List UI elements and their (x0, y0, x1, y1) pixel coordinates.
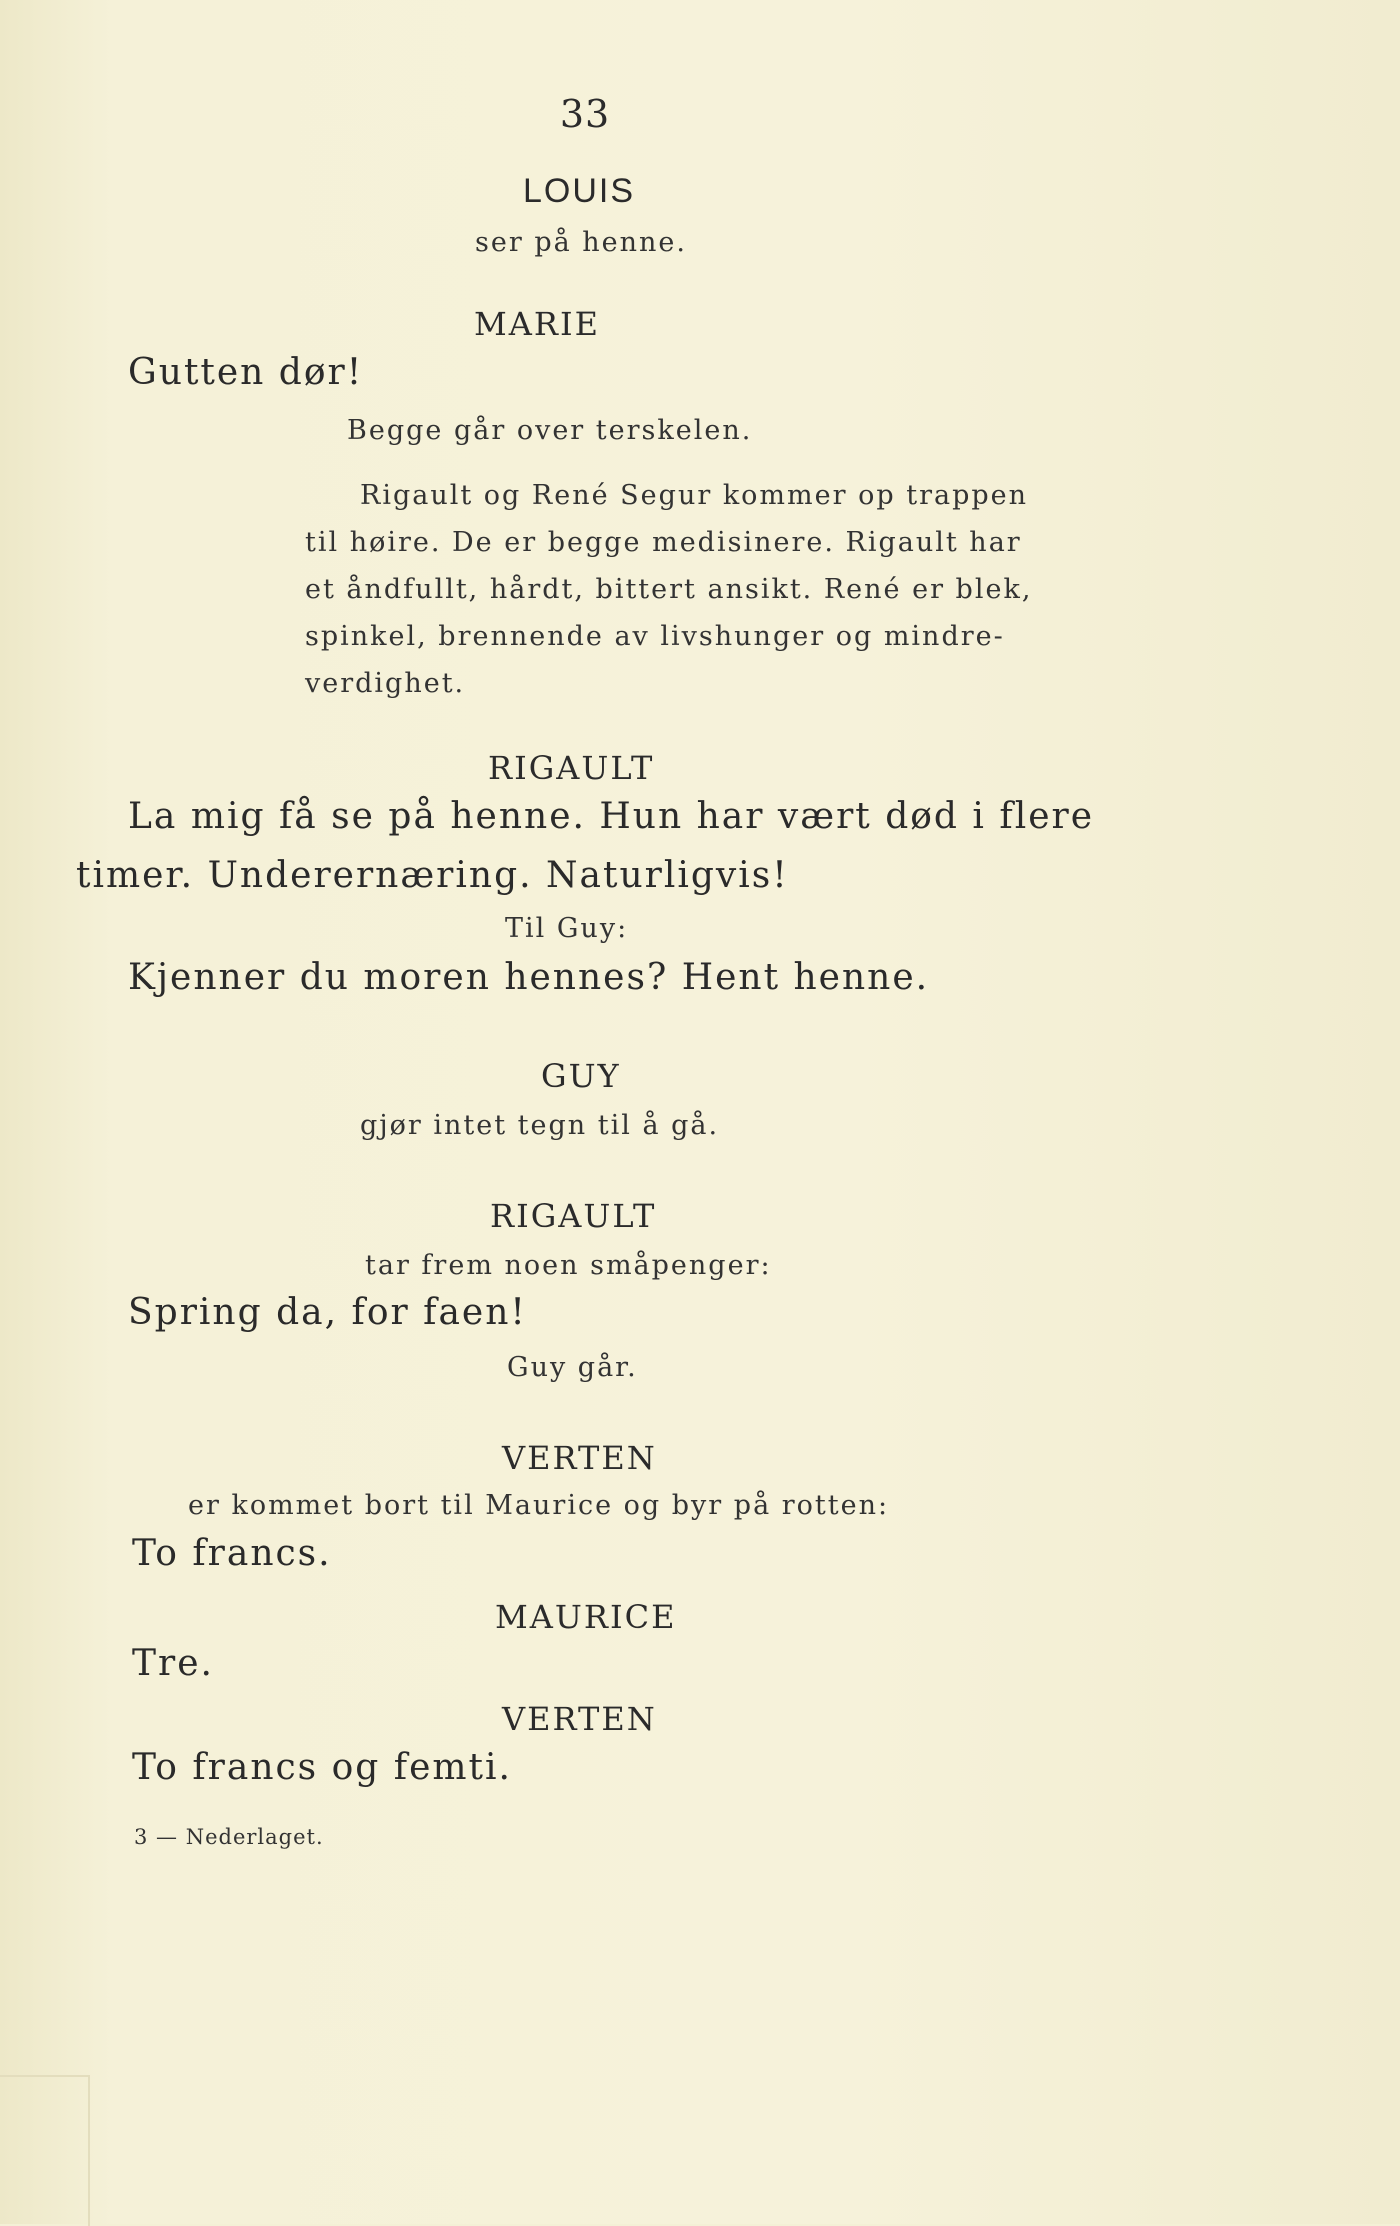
stage-direction-guy: gjør intet tegn til å gå. (360, 1110, 720, 1141)
speech-marie: Gutten dør! (128, 352, 364, 393)
speech-rigault-line-1: La mig få se på henne. Hun har vært død i flere (128, 796, 1095, 837)
speaker-verten-2: VERTEN (502, 1700, 657, 1738)
speaker-louis: LOUIS (523, 172, 636, 210)
stage-direction-guy-leaves: Guy går. (507, 1352, 638, 1383)
stage-intro-line-5: verdighet. (305, 668, 466, 699)
speech-rigault-line-2: timer. Underernæring. Naturligvis! (76, 855, 789, 896)
stage-intro-line-4: spinkel, brennende av livshunger og mindre- (305, 621, 1005, 652)
page-footer: 3 — Nederlaget. (134, 1825, 324, 1849)
stage-intro-line-3: et åndfullt, hårdt, bittert ansikt. René er blek, (305, 574, 1033, 605)
stage-intro-line-2: til høire. De er begge medisinere. Rigault har (305, 527, 1022, 558)
stage-direction-rigault: Til Guy: (505, 913, 629, 944)
speaker-maurice: MAURICE (495, 1598, 677, 1636)
speech-rigault-line-3: Kjenner du moren hennes? Hent henne. (128, 957, 930, 998)
stage-direction-louis: ser på henne. (475, 227, 687, 258)
speaker-rigault-2: RIGAULT (490, 1197, 657, 1235)
stage-intro-line-1: Rigault og René Segur kommer op trappen (360, 480, 1029, 511)
stage-direction-verten: er kommet bort til Maurice og byr på rotten: (188, 1490, 890, 1521)
speaker-rigault: RIGAULT (488, 749, 655, 787)
page-number: 33 (559, 92, 611, 136)
margin-mark (0, 2075, 90, 2226)
stage-direction-rigault-2: tar frem noen småpenger: (365, 1250, 772, 1281)
speech-verten: To francs. (132, 1533, 332, 1574)
speaker-guy: GUY (541, 1057, 621, 1095)
speaker-verten: VERTEN (502, 1439, 657, 1477)
speech-verten-2: To francs og femti. (132, 1747, 512, 1788)
speech-rigault-2: Spring da, for faen! (128, 1292, 527, 1333)
stage-direction-marie: Begge går over terskelen. (347, 415, 753, 446)
speaker-marie: MARIE (474, 305, 600, 343)
speech-maurice: Tre. (132, 1643, 214, 1684)
